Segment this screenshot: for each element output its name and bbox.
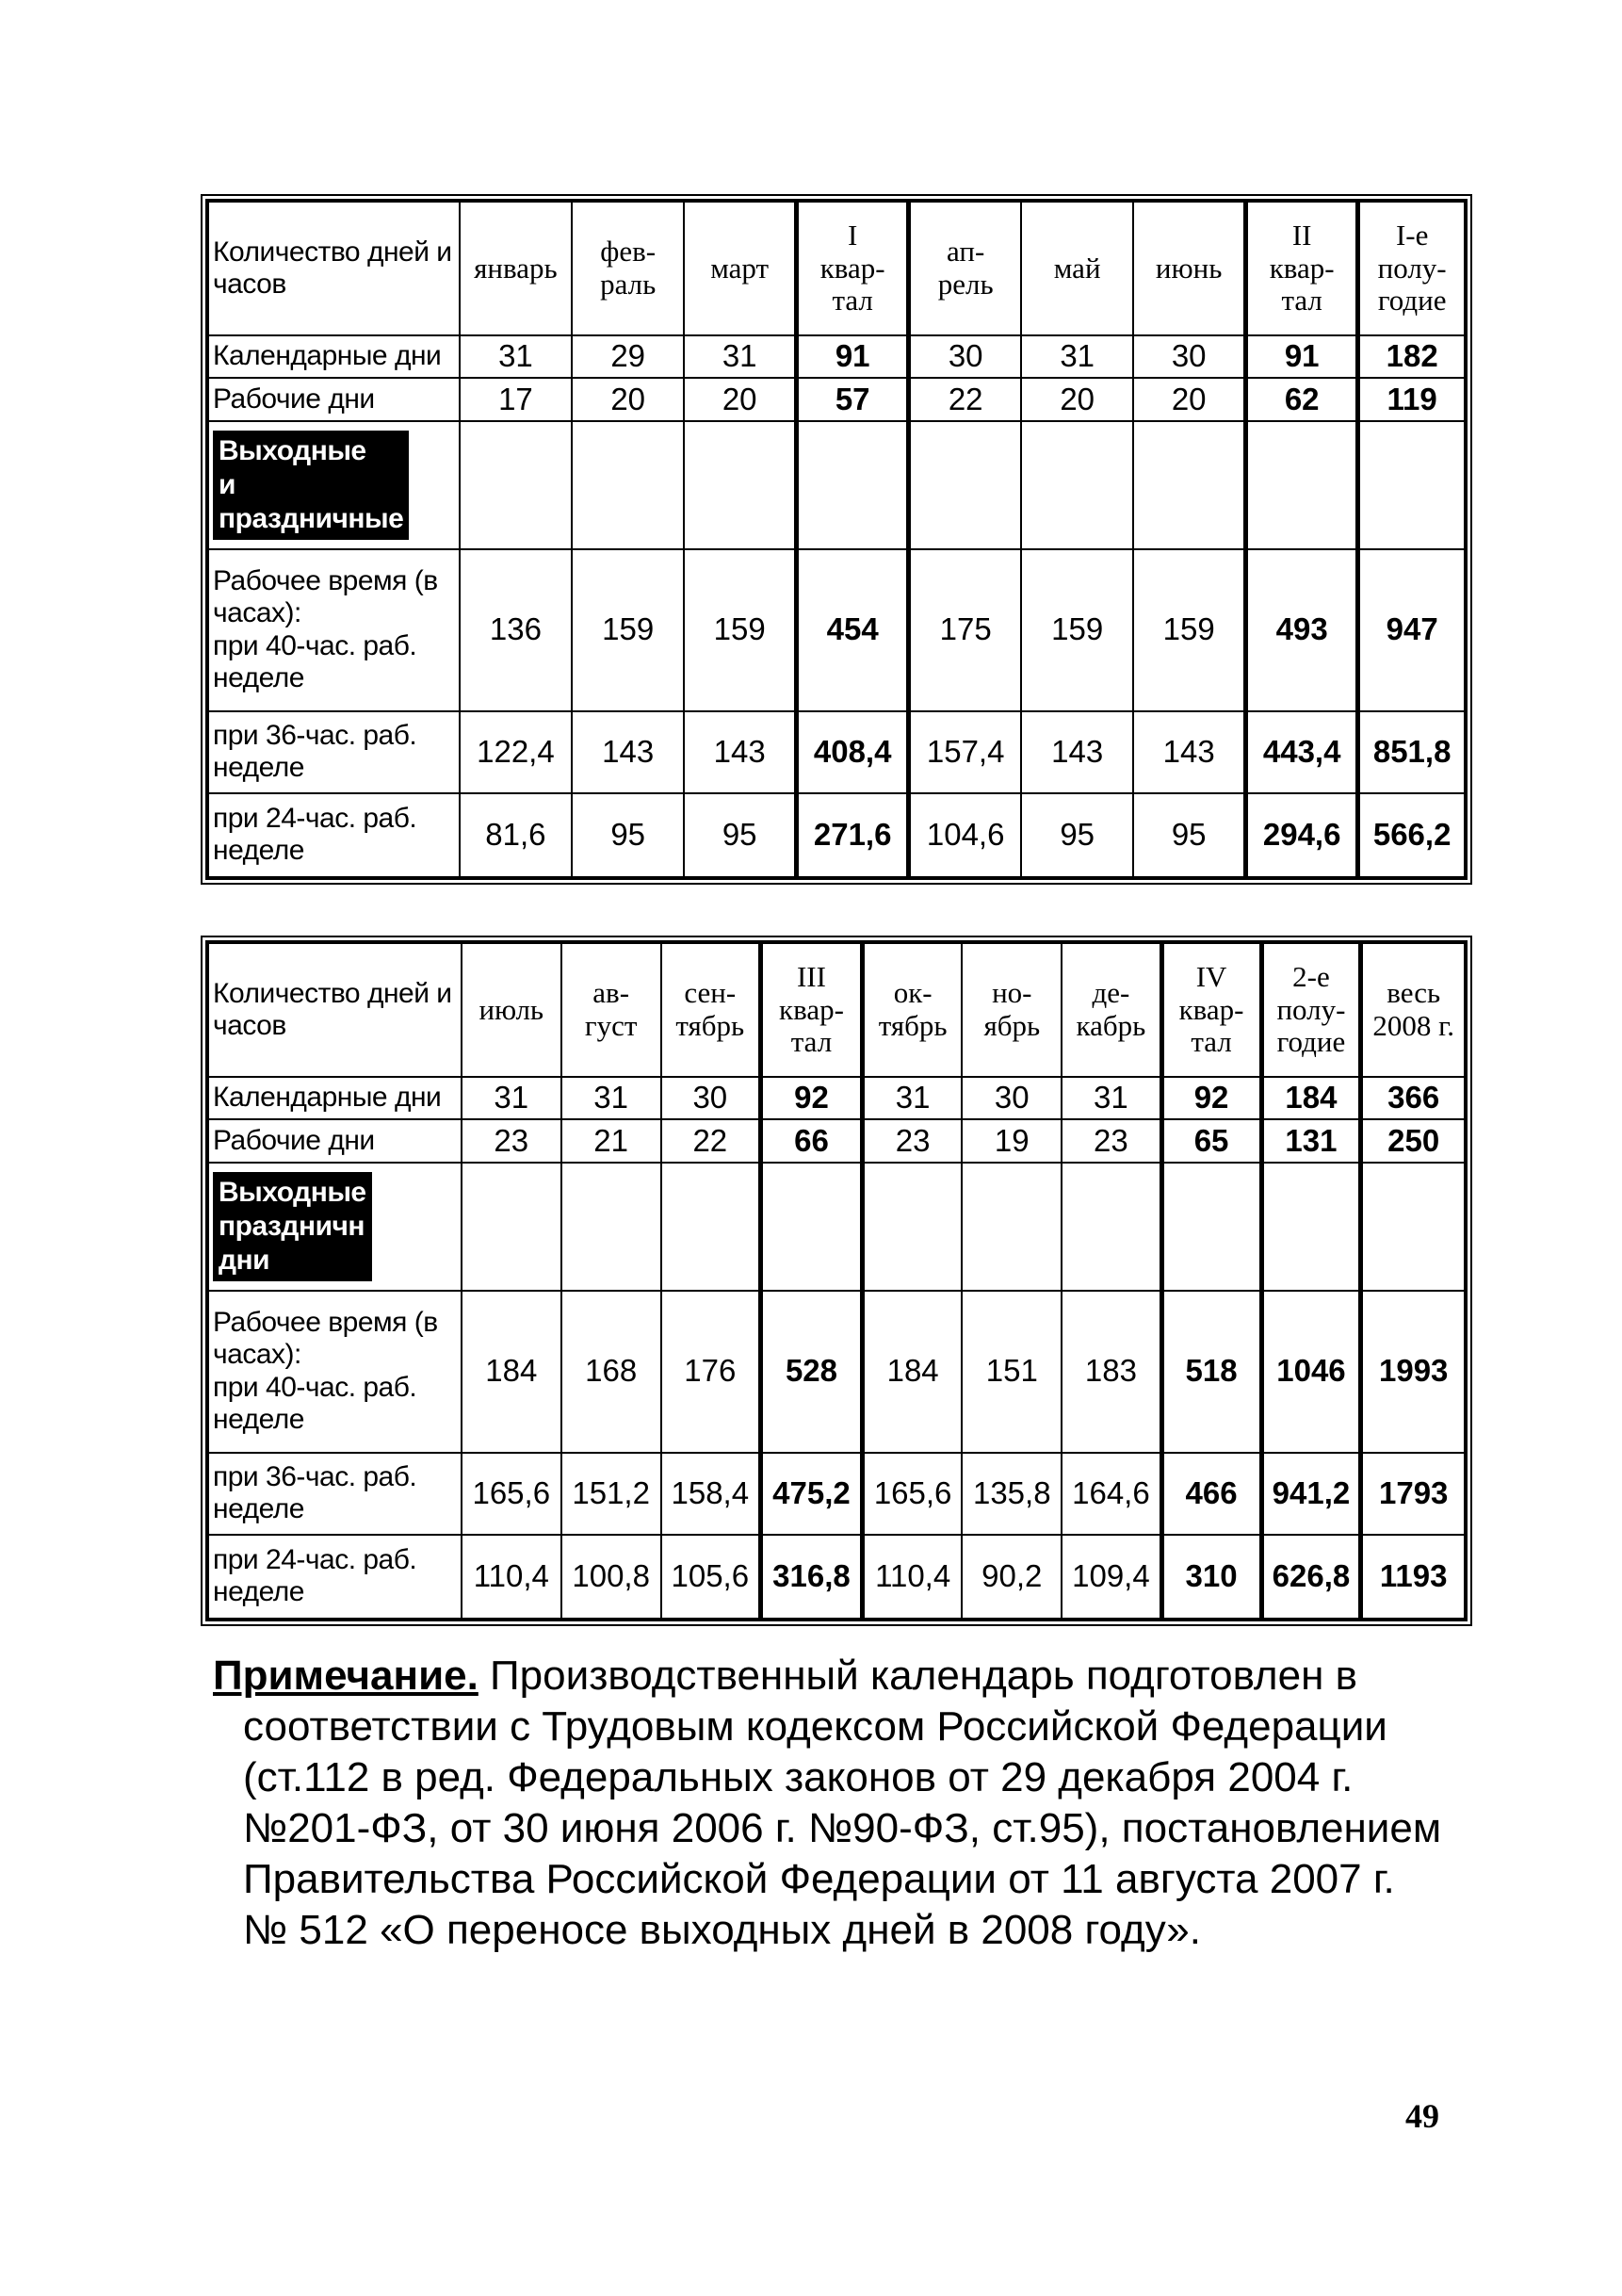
value-cell [1161,1163,1261,1291]
value-cell [909,421,1021,549]
value-cell: 528 [761,1291,863,1453]
value-cell: 566,2 [1358,793,1465,877]
value-cell: 1193 [1361,1535,1465,1619]
value-cell: 466 [1161,1453,1261,1535]
table-first-half [207,201,1466,878]
value-cell: 164,6 [1062,1453,1161,1535]
calendar-table-first-half [201,194,1472,885]
value-cell: 31 [561,1077,661,1120]
value-cell: 151 [962,1291,1062,1453]
header-cell: сен- тябрь [661,943,761,1077]
header-cell: май [1021,202,1133,335]
value-cell: 143 [1133,711,1245,793]
value-cell: 475,2 [761,1453,863,1535]
value-cell: 95 [572,793,684,877]
value-cell [797,421,909,549]
value-cell: 157,4 [909,711,1021,793]
value-cell: 310 [1161,1535,1261,1619]
header-cell: июнь [1133,202,1245,335]
table-row [208,378,1465,421]
value-cell [1261,1163,1361,1291]
value-cell: 95 [684,793,796,877]
table-second-half [207,942,1466,1620]
header-cell: I квар- тал [797,202,909,335]
value-cell: 100,8 [561,1535,661,1619]
note-heading: Примечание. [213,1653,478,1699]
value-cell: 30 [661,1077,761,1120]
row-label: Рабочее время (в часах): при 40-час. раб. неделе [208,1291,462,1453]
value-cell [561,1163,661,1291]
value-cell: 95 [1021,793,1133,877]
value-cell: 493 [1246,549,1358,711]
value-cell: 65 [1161,1119,1261,1163]
table-row [208,1535,1465,1619]
page-number: 49 [1405,2097,1439,2135]
value-cell: 136 [460,549,572,711]
value-cell: 30 [909,335,1021,379]
value-cell: 184 [862,1291,962,1453]
value-cell: 165,6 [862,1453,962,1535]
row-label: при 24-час. раб. неделе [208,1535,462,1619]
header-cell: март [684,202,796,335]
value-cell: 29 [572,335,684,379]
value-cell: 20 [1021,378,1133,421]
value-cell: 105,6 [661,1535,761,1619]
header-row [208,202,1465,335]
header-cell: 2-е полу- годие [1261,943,1361,1077]
value-cell: 135,8 [962,1453,1062,1535]
header-cell: ок- тябрь [862,943,962,1077]
value-cell: 20 [684,378,796,421]
note-line-5: Правительства Российской Федерации от 11 августа 2007 г. [243,1856,1395,1902]
row-label [208,421,460,549]
header-row [208,943,1465,1077]
value-cell: 31 [1021,335,1133,379]
header-cell: весь 2008 г. [1361,943,1465,1077]
value-cell: 159 [684,549,796,711]
value-cell: 91 [797,335,909,379]
table-row [208,711,1465,793]
value-cell: 95 [1133,793,1245,877]
value-cell [1021,421,1133,549]
value-cell: 159 [572,549,684,711]
value-cell [661,1163,761,1291]
value-cell: 31 [462,1077,561,1120]
value-cell: 23 [1062,1119,1161,1163]
value-cell: 131 [1261,1119,1361,1163]
header-label-cell: Количество дней и часов [208,202,460,335]
value-cell: 151,2 [561,1453,661,1535]
value-cell: 57 [797,378,909,421]
value-cell: 626,8 [1261,1535,1361,1619]
row-label: Рабочие дни [208,1119,462,1163]
row-label: Календарные дни [208,1077,462,1120]
value-cell: 23 [862,1119,962,1163]
value-cell: 20 [572,378,684,421]
value-cell: 17 [460,378,572,421]
header-cell: IV квар- тал [1161,943,1261,1077]
value-cell: 316,8 [761,1535,863,1619]
value-cell: 454 [797,549,909,711]
value-cell [572,421,684,549]
value-cell: 31 [862,1077,962,1120]
value-cell: 1993 [1361,1291,1465,1453]
table-row [208,1163,1465,1291]
value-cell [1133,421,1245,549]
value-cell [462,1163,561,1291]
row-label: при 36-час. раб. неделе [208,711,460,793]
row-label: при 24-час. раб. неделе [208,793,460,877]
value-cell: 165,6 [462,1453,561,1535]
note-line-6: № 512 «О переносе выходных дней в 2008 году». [243,1907,1201,1953]
value-cell: 183 [1062,1291,1161,1453]
value-cell: 91 [1246,335,1358,379]
value-cell [460,421,572,549]
value-cell: 143 [1021,711,1133,793]
value-cell [1358,421,1465,549]
value-cell: 250 [1361,1119,1465,1163]
value-cell: 31 [1062,1077,1161,1120]
header-cell: фев- раль [572,202,684,335]
value-cell [962,1163,1062,1291]
row-label: Рабочие дни [208,378,460,421]
value-cell [1062,1163,1161,1291]
value-cell: 143 [684,711,796,793]
table-row [208,1453,1465,1535]
value-cell: 184 [462,1291,561,1453]
table-row [208,421,1465,549]
value-cell: 294,6 [1246,793,1358,877]
value-cell: 22 [661,1119,761,1163]
note-line-2: соответствии с Трудовым кодексом Российской Федерации [243,1703,1387,1750]
row-label [208,1163,462,1291]
note-line-1: Производственный календарь подготовлен в [490,1653,1357,1699]
value-cell: 941,2 [1261,1453,1361,1535]
header-cell: июль [462,943,561,1077]
header-cell: I-е полу- годие [1358,202,1465,335]
value-cell: 366 [1361,1077,1465,1120]
value-cell: 30 [962,1077,1062,1120]
table-row [208,1077,1465,1120]
table-row [208,549,1465,711]
row-label: Рабочее время (в часах): при 40-час. раб. неделе [208,549,460,711]
value-cell: 184 [1261,1077,1361,1120]
holidays-label-scan: Выходные и праздничные [213,431,409,540]
row-label: Календарные дни [208,335,460,379]
value-cell: 851,8 [1358,711,1465,793]
value-cell: 109,4 [1062,1535,1161,1619]
value-cell: 31 [684,335,796,379]
value-cell: 30 [1133,335,1245,379]
value-cell: 168 [561,1291,661,1453]
value-cell: 90,2 [962,1535,1062,1619]
header-cell: но- ябрь [962,943,1062,1077]
value-cell: 182 [1358,335,1465,379]
value-cell: 158,4 [661,1453,761,1535]
header-cell: III квар- тал [761,943,863,1077]
value-cell [862,1163,962,1291]
header-cell: де- кабрь [1062,943,1161,1077]
value-cell: 110,4 [862,1535,962,1619]
value-cell: 408,4 [797,711,909,793]
value-cell: 19 [962,1119,1062,1163]
table-row [208,793,1465,877]
note-line-3: (ст.112 в ред. Федеральных законов от 29 декабря 2004 г. [243,1754,1354,1800]
table-row [208,335,1465,379]
value-cell: 1046 [1261,1291,1361,1453]
value-cell: 62 [1246,378,1358,421]
value-cell: 443,4 [1246,711,1358,793]
header-label-cell: Количество дней и часов [208,943,462,1077]
value-cell: 104,6 [909,793,1021,877]
value-cell: 20 [1133,378,1245,421]
value-cell: 1793 [1361,1453,1465,1535]
value-cell: 81,6 [460,793,572,877]
value-cell: 119 [1358,378,1465,421]
value-cell: 159 [1133,549,1245,711]
holidays-label-scan: Выходные праздничн дни [213,1172,372,1281]
value-cell: 122,4 [460,711,572,793]
value-cell: 66 [761,1119,863,1163]
value-cell: 92 [1161,1077,1261,1120]
row-label: при 36-час. раб. неделе [208,1453,462,1535]
value-cell: 22 [909,378,1021,421]
value-cell [684,421,796,549]
value-cell: 21 [561,1119,661,1163]
note-paragraph [213,1651,1473,1956]
table-row [208,1119,1465,1163]
value-cell: 518 [1161,1291,1261,1453]
header-cell: II квар- тал [1246,202,1358,335]
table-row [208,1291,1465,1453]
value-cell [761,1163,863,1291]
calendar-table-second-half [201,936,1472,1626]
value-cell: 159 [1021,549,1133,711]
value-cell: 92 [761,1077,863,1120]
value-cell: 947 [1358,549,1465,711]
value-cell [1361,1163,1465,1291]
value-cell: 143 [572,711,684,793]
value-cell: 176 [661,1291,761,1453]
value-cell: 271,6 [797,793,909,877]
note-line-4: №201-ФЗ, от 30 июня 2006 г. №90-ФЗ, ст.95), постановлением [243,1805,1442,1851]
value-cell: 175 [909,549,1021,711]
value-cell: 110,4 [462,1535,561,1619]
header-cell: ап- рель [909,202,1021,335]
header-cell: январь [460,202,572,335]
header-cell: ав- густ [561,943,661,1077]
value-cell: 31 [460,335,572,379]
value-cell: 23 [462,1119,561,1163]
value-cell [1246,421,1358,549]
